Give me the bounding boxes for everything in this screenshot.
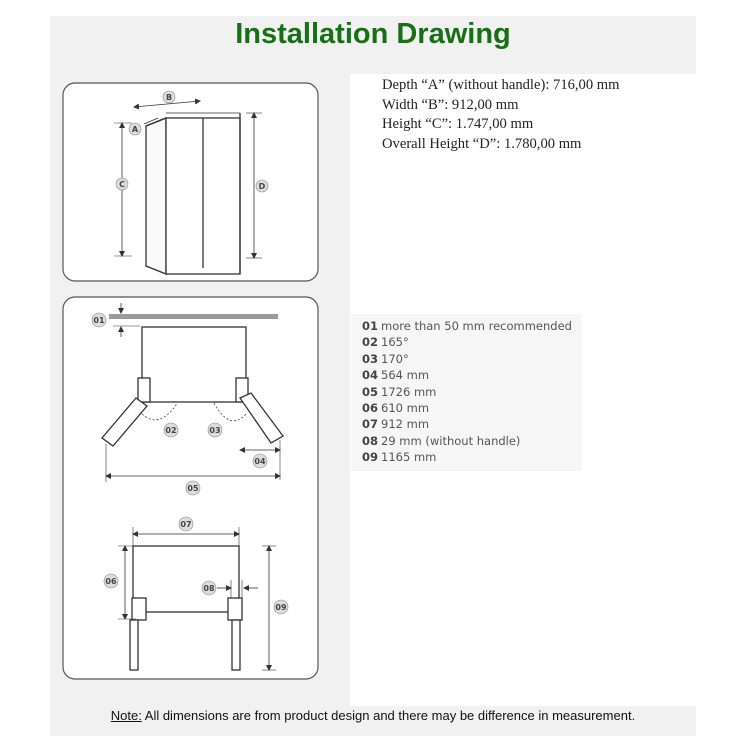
legend-item: 04 564 mm bbox=[362, 368, 430, 383]
label-b: B bbox=[165, 93, 173, 102]
label-a: A bbox=[131, 125, 139, 134]
label-08: 08 bbox=[203, 584, 215, 593]
dimension-width: Width “B”: 912,00 mm bbox=[382, 96, 519, 113]
legend-item: 09 1165 mm bbox=[362, 450, 437, 465]
legend-item: 06 610 mm bbox=[362, 401, 430, 416]
fridge-overview-panel bbox=[63, 83, 318, 281]
legend-item: 05 1726 mm bbox=[362, 384, 437, 399]
label-04: 04 bbox=[254, 457, 266, 466]
legend-item: 03 170° bbox=[362, 351, 409, 366]
label-06: 06 bbox=[105, 577, 117, 586]
label-07: 07 bbox=[180, 520, 192, 529]
dimension-depth: Depth “A” (without handle): 716,00 mm bbox=[382, 77, 620, 93]
legend-item: 01 more than 50 mm recommended bbox=[362, 319, 572, 333]
label-01: 01 bbox=[93, 316, 105, 325]
legend-item: 02 165° bbox=[362, 335, 409, 350]
fridge-outline bbox=[146, 113, 240, 274]
label-c: C bbox=[119, 180, 125, 189]
label-05: 05 bbox=[187, 484, 199, 493]
dimension-overall-height: Overall Height “D”: 1.780,00 mm bbox=[382, 136, 582, 153]
legend-item: 07 912 mm bbox=[362, 417, 430, 432]
label-09: 09 bbox=[275, 603, 287, 612]
page-title: Installation Drawing bbox=[235, 18, 511, 50]
note-label: Note: bbox=[110, 708, 142, 723]
clearance-plan-panel bbox=[63, 297, 318, 679]
label-03: 03 bbox=[209, 426, 221, 435]
legend-item: 08 29 mm (without handle) bbox=[362, 433, 521, 448]
label-02: 02 bbox=[165, 426, 177, 435]
dimension-height: Height “C”: 1.747,00 mm bbox=[382, 116, 534, 133]
note-text: All dimensions are from product design and there may be difference in measurement. bbox=[141, 708, 636, 723]
label-d: D bbox=[258, 182, 266, 191]
